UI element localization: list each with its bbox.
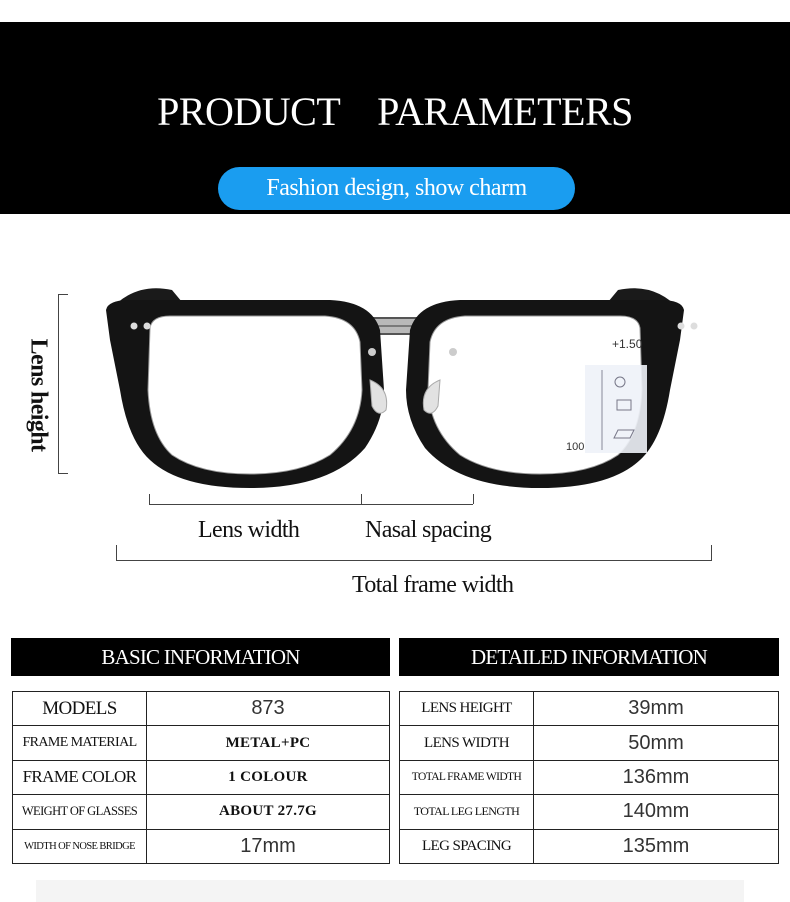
- row-value-total-frame-width: 136mm: [534, 760, 779, 794]
- lens-mark-power: +1.50: [612, 337, 643, 351]
- total-width-tick-left: [116, 545, 117, 560]
- glasses-illustration: [0, 270, 790, 500]
- row-value-models: 873: [147, 692, 390, 726]
- row-value-total-leg-length: 140mm: [534, 795, 779, 829]
- row-label-models: MODELS: [13, 692, 147, 726]
- table-row: [400, 760, 779, 794]
- row-value-frame-material: METAL+PC: [147, 726, 390, 760]
- table-row: [13, 726, 390, 760]
- table-row: [400, 829, 779, 863]
- row-value-lens-height: 39mm: [534, 692, 779, 726]
- table-row: [13, 760, 390, 794]
- row-label-leg-spacing: LEG SPACING: [400, 829, 534, 863]
- row-label-nose-bridge: WIDTH OF NOSE BRIDGE: [13, 829, 147, 863]
- table-row: [13, 795, 390, 829]
- lens-height-tick-bottom: [58, 473, 68, 474]
- lens-divider-tick: [361, 494, 362, 504]
- row-label-total-frame-width: TOTAL FRAME WIDTH: [400, 760, 534, 794]
- row-label-frame-color: FRAME COLOR: [13, 760, 147, 794]
- row-value-weight: ABOUT 27.7G: [147, 795, 390, 829]
- nasal-spacing-label: Nasal spacing: [365, 517, 492, 543]
- page-title: PRODUCT PARAMETERS: [157, 89, 633, 134]
- basic-information-header: BASIC INFORMATION: [11, 638, 390, 676]
- lens-height-label: [8, 330, 68, 460]
- lens-width-label: Lens width: [198, 517, 300, 543]
- row-label-total-leg-length: TOTAL LEG LENGTH: [400, 795, 534, 829]
- tagline-pill: Fashion design, show charm: [218, 167, 575, 210]
- nasal-tick-right: [473, 494, 474, 504]
- row-value-leg-spacing: 135mm: [534, 829, 779, 863]
- detailed-information-header: DETAILED INFORMATION: [399, 638, 779, 676]
- row-value-lens-width: 50mm: [534, 726, 779, 760]
- total-width-tick-right: [711, 545, 712, 560]
- row-label-weight: WEIGHT OF GLASSES: [13, 795, 147, 829]
- row-label-lens-height: LENS HEIGHT: [400, 692, 534, 726]
- bottom-strip: [36, 880, 744, 902]
- lens-height-text: Lens height: [25, 338, 52, 452]
- table-row: [400, 795, 779, 829]
- table-row: [400, 726, 779, 760]
- lens-mark-scale: 100: [566, 441, 585, 453]
- row-label-lens-width: LENS WIDTH: [400, 726, 534, 760]
- table-row: [13, 829, 390, 863]
- lens-width-tick-left: [149, 494, 150, 504]
- total-width-line: [116, 560, 712, 561]
- header-banner: [0, 22, 790, 214]
- table-row: [13, 692, 390, 726]
- table-row: [400, 692, 779, 726]
- basic-information-table: [12, 691, 390, 864]
- total-frame-width-label: Total frame width: [352, 572, 514, 598]
- row-value-nose-bridge: 17mm: [147, 829, 390, 863]
- row-value-frame-color: 1 COLOUR: [147, 760, 390, 794]
- detailed-information-table: [399, 691, 779, 864]
- row-label-frame-material: FRAME MATERIAL: [13, 726, 147, 760]
- lens-width-line: [149, 504, 473, 505]
- lens-height-tick-top: [58, 294, 68, 295]
